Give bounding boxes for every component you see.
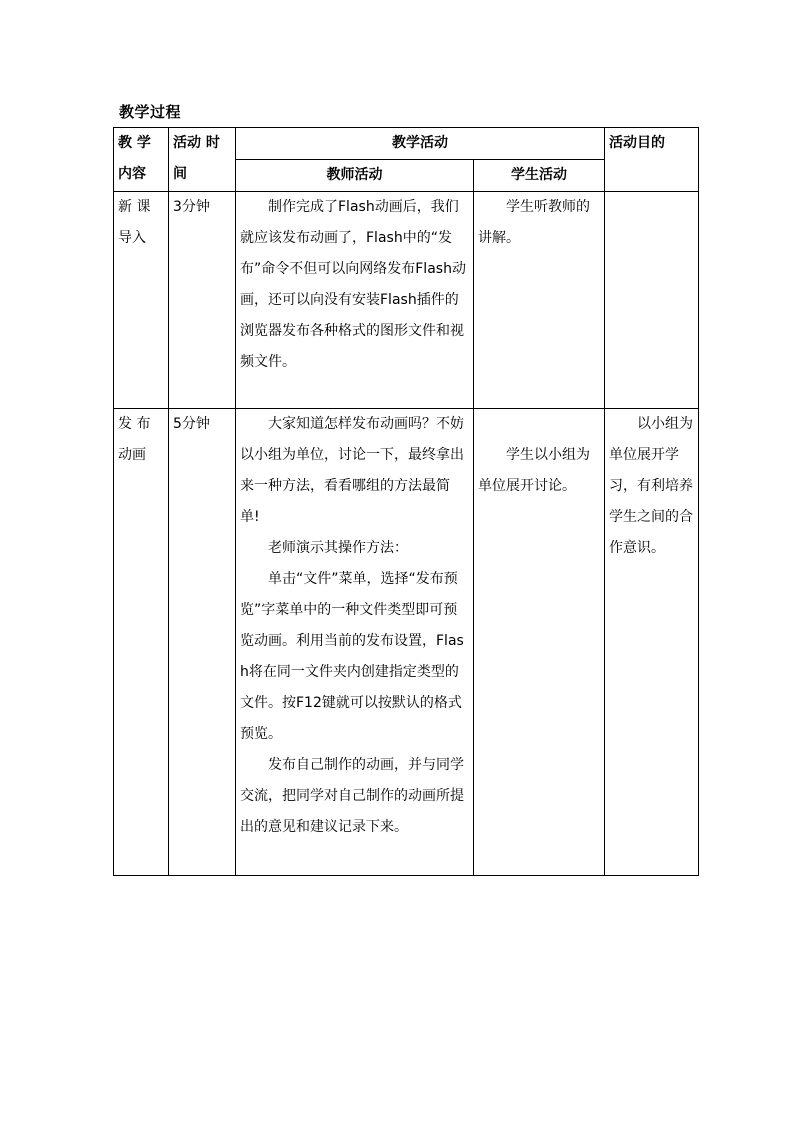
header-activity: 教学活动 [236,128,605,160]
row-content-cell: 新 课 导入 [114,192,169,409]
row-teacher-cell [236,192,474,409]
header-time: 活动 时间 [169,128,236,192]
teacher-paragraph: 制作完成了Flash动画后，我们就应该发布动画了，Flash中的“发布”命令不但可以向网络发布Flash动画，还可以向没有安装Flash插件的浏览器发布各种格式的图形文件和视频文件。 [240,199,466,370]
row-student-cell [474,409,605,876]
header-student: 学生活动 [474,160,605,192]
row-teacher-cell [236,409,474,876]
teacher-paragraph: 单击“文件”菜单，选择“发布预览”字菜单中的一种文件类型即可预览动画。利用当前的发布设置，Flash将在同一文件夹内创建指定类型的文件。按F12键就可以按默认的格式预览。 [240,571,464,742]
lesson-table [113,127,699,876]
row-time-cell: 5分钟 [169,409,236,876]
page-heading: 教学过程 [119,103,182,121]
table-row [114,192,699,409]
row-purpose-cell [605,192,699,409]
row-content-cell: 发 布 动画 [114,409,169,876]
row-purpose-cell: 以小组为单位展开学习，有利培养学生之间的合作意识。 [605,409,699,876]
teacher-paragraph: 老师演示其操作方法： [268,540,408,556]
student-paragraph: 学生以小组为单位展开讨论。 [478,447,590,494]
header-teacher: 教师活动 [236,160,474,192]
row-time-cell: 3分钟 [169,192,236,409]
header-purpose: 活动目的 [605,128,699,192]
header-content: 教 学 内容 [114,128,169,192]
row-student-cell: 学生听教师的讲解。 [474,192,605,409]
teacher-paragraph: 大家知道怎样发布动画吗？不妨以小组为单位，讨论一下，最终拿出来一种方法，看看哪组的方法最简单! [240,416,464,525]
teacher-paragraph: 发布自己制作的动画，并与同学交流，把同学对自己制作的动画所提出的意见和建议记录下来。 [240,757,464,835]
table-row [114,409,699,876]
